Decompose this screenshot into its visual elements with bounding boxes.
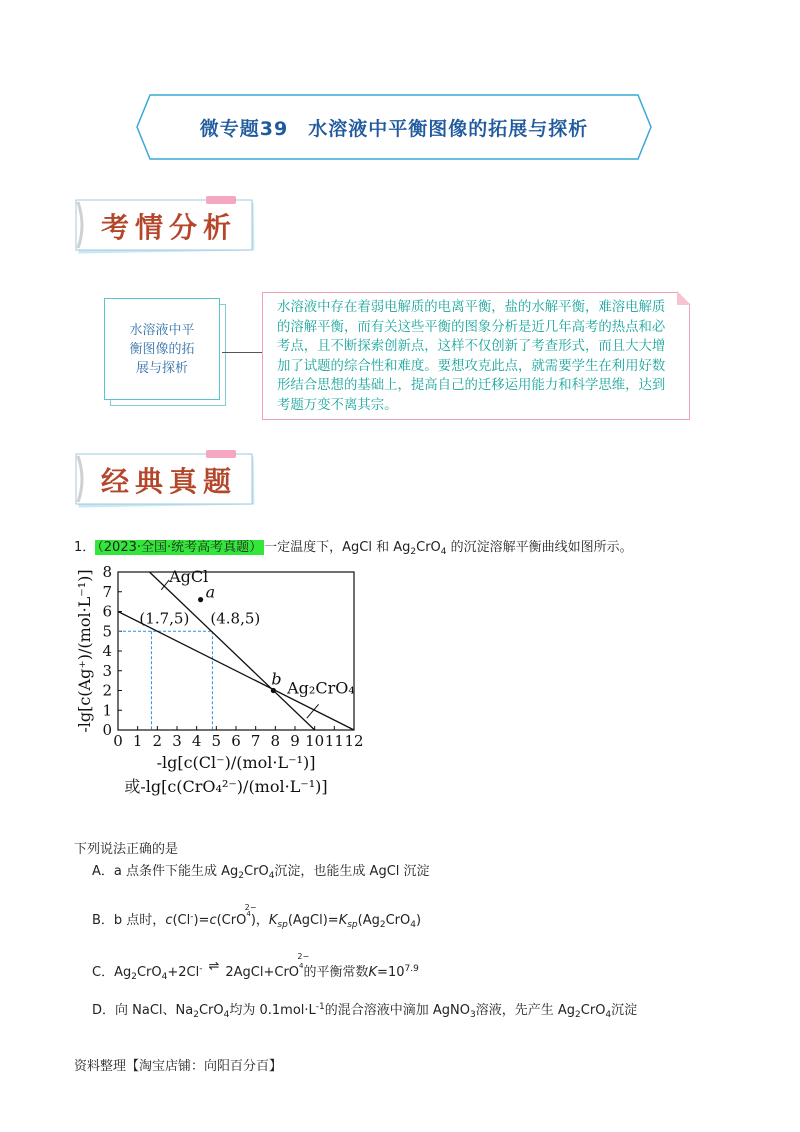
y-tick-label: 5 (102, 622, 112, 641)
point-label-a: a (205, 582, 216, 602)
y-tick-label: 7 (102, 582, 112, 601)
point-a (198, 597, 203, 602)
pink-clip-icon (206, 196, 236, 204)
series-label-agcl: AgCl (169, 566, 209, 586)
x-tick-label: 6 (231, 732, 241, 750)
series-label-ag2cro4: Ag₂CrO₄ (287, 678, 355, 698)
question-stem: 1． （2023·全国·统考高考真题） 一定温度下，AgCl 和 $Ag_2CrO_4$ 的沉淀溶解平衡曲线如图所示。 (74, 540, 633, 557)
y-tick-label: 8 (102, 563, 112, 581)
page-title: 微专题39 水溶液中平衡图像的拓展与探析 (199, 117, 589, 140)
annotation-label: (1.7,5) (139, 609, 190, 628)
x-tick-label: 1 (132, 732, 143, 750)
topic-card (104, 298, 222, 402)
footer-text: 资料整理【淘宝店铺：向阳百分百】 (74, 1059, 283, 1074)
x-axis-label: -lg[c(Cl⁻)/(mol·L⁻¹)] (156, 753, 316, 772)
y-tick-label: 3 (102, 661, 112, 680)
option-a[interactable]: A．a 点条件下能生成 $Ag_2CrO_4$沉淀，也能生成 AgCl 沉淀 (92, 864, 430, 881)
series-line-0 (149, 572, 314, 730)
pink-clip-icon (206, 450, 236, 458)
y-tick-label: 4 (102, 642, 112, 660)
x-tick-label: 12 (344, 732, 364, 750)
chart-svg (72, 562, 392, 804)
x-tick-label: 8 (270, 732, 281, 750)
x-axis-label-alt: 或-lg[c(CrO₄²⁻)/(mol·L⁻¹)] (124, 777, 328, 796)
question-prompt: 下列说法正确的是 (74, 842, 179, 857)
y-tick-label: 2 (102, 681, 112, 700)
annotation-label: (4.8,5) (210, 609, 261, 628)
x-tick-label: 10 (305, 732, 325, 750)
plot-frame (118, 572, 354, 730)
folded-corner-icon (677, 291, 691, 305)
x-tick-label: 4 (191, 732, 202, 750)
x-tick-label: 0 (113, 732, 123, 750)
question-number: 1． (74, 540, 96, 555)
x-tick-label: 11 (324, 732, 344, 750)
y-tick-label: 0 (102, 721, 112, 739)
solubility-chart (72, 562, 392, 804)
analysis-box (262, 292, 690, 420)
y-axis-label: -lg[c(Ag⁺)/(mol·L⁻¹)] (75, 569, 94, 733)
y-tick-label: 1 (102, 701, 112, 720)
x-tick-label: 7 (250, 732, 261, 750)
x-tick-label: 2 (152, 732, 163, 750)
option-b[interactable]: B．b 点时，c(Cl-)=c(CrO 2− $^4$)，$K_{sp}(AgCl)=K_{sp}(Ag_2CrO_4)$ (92, 903, 422, 930)
section-header-classic (72, 450, 258, 512)
x-tick-label: 5 (211, 732, 222, 750)
connector-line (222, 352, 262, 353)
section-header-label: 考情分析 (100, 211, 237, 244)
series-line-1 (118, 612, 354, 731)
x-tick-label: 3 (172, 732, 182, 750)
section-header-analysis (72, 196, 258, 258)
point-b (271, 688, 276, 693)
y-tick-label: 6 (102, 602, 112, 621)
question-source-tag: （2023·全国·统考高考真题） (97, 540, 263, 555)
section-header-label: 经典真题 (100, 465, 237, 498)
point-label-b: b (271, 669, 282, 689)
analysis-text: 水溶液中存在着弱电解质的电离平衡，盐的水解平衡，难溶电解质的溶解平衡，而有关这些平衡的图象分析是近几年高考的热点和必考点，且不断探索创新点，这样不仅创新了考查形式，而且大大增加了试题的综合性和难度。要想攻克此点，就需要学生在利用好数形结合思想的基础上，提高自己的迁移运用能力和科学思维，达到考题万变不离其宗。 (277, 300, 666, 413)
x-tick-label: 9 (290, 732, 300, 750)
topic-card-text: 水溶液中平衡图像的拓展与探析 (129, 322, 195, 376)
title-banner (136, 94, 652, 160)
option-c[interactable]: C．$Ag_2CrO_4+2Cl^-$ ⇌ 2AgCl+CrO 2− $^4$的平衡常数$K=10^{7.9}$ (92, 952, 419, 982)
option-d[interactable]: D．向 NaCl、$Na_2CrO_4$均为 $0.1mol\cdot L^{-1}$的混合溶液中滴加 AgNO$_3$溶液，先产生 $Ag_2CrO_4$沉淀 (92, 1002, 638, 1020)
